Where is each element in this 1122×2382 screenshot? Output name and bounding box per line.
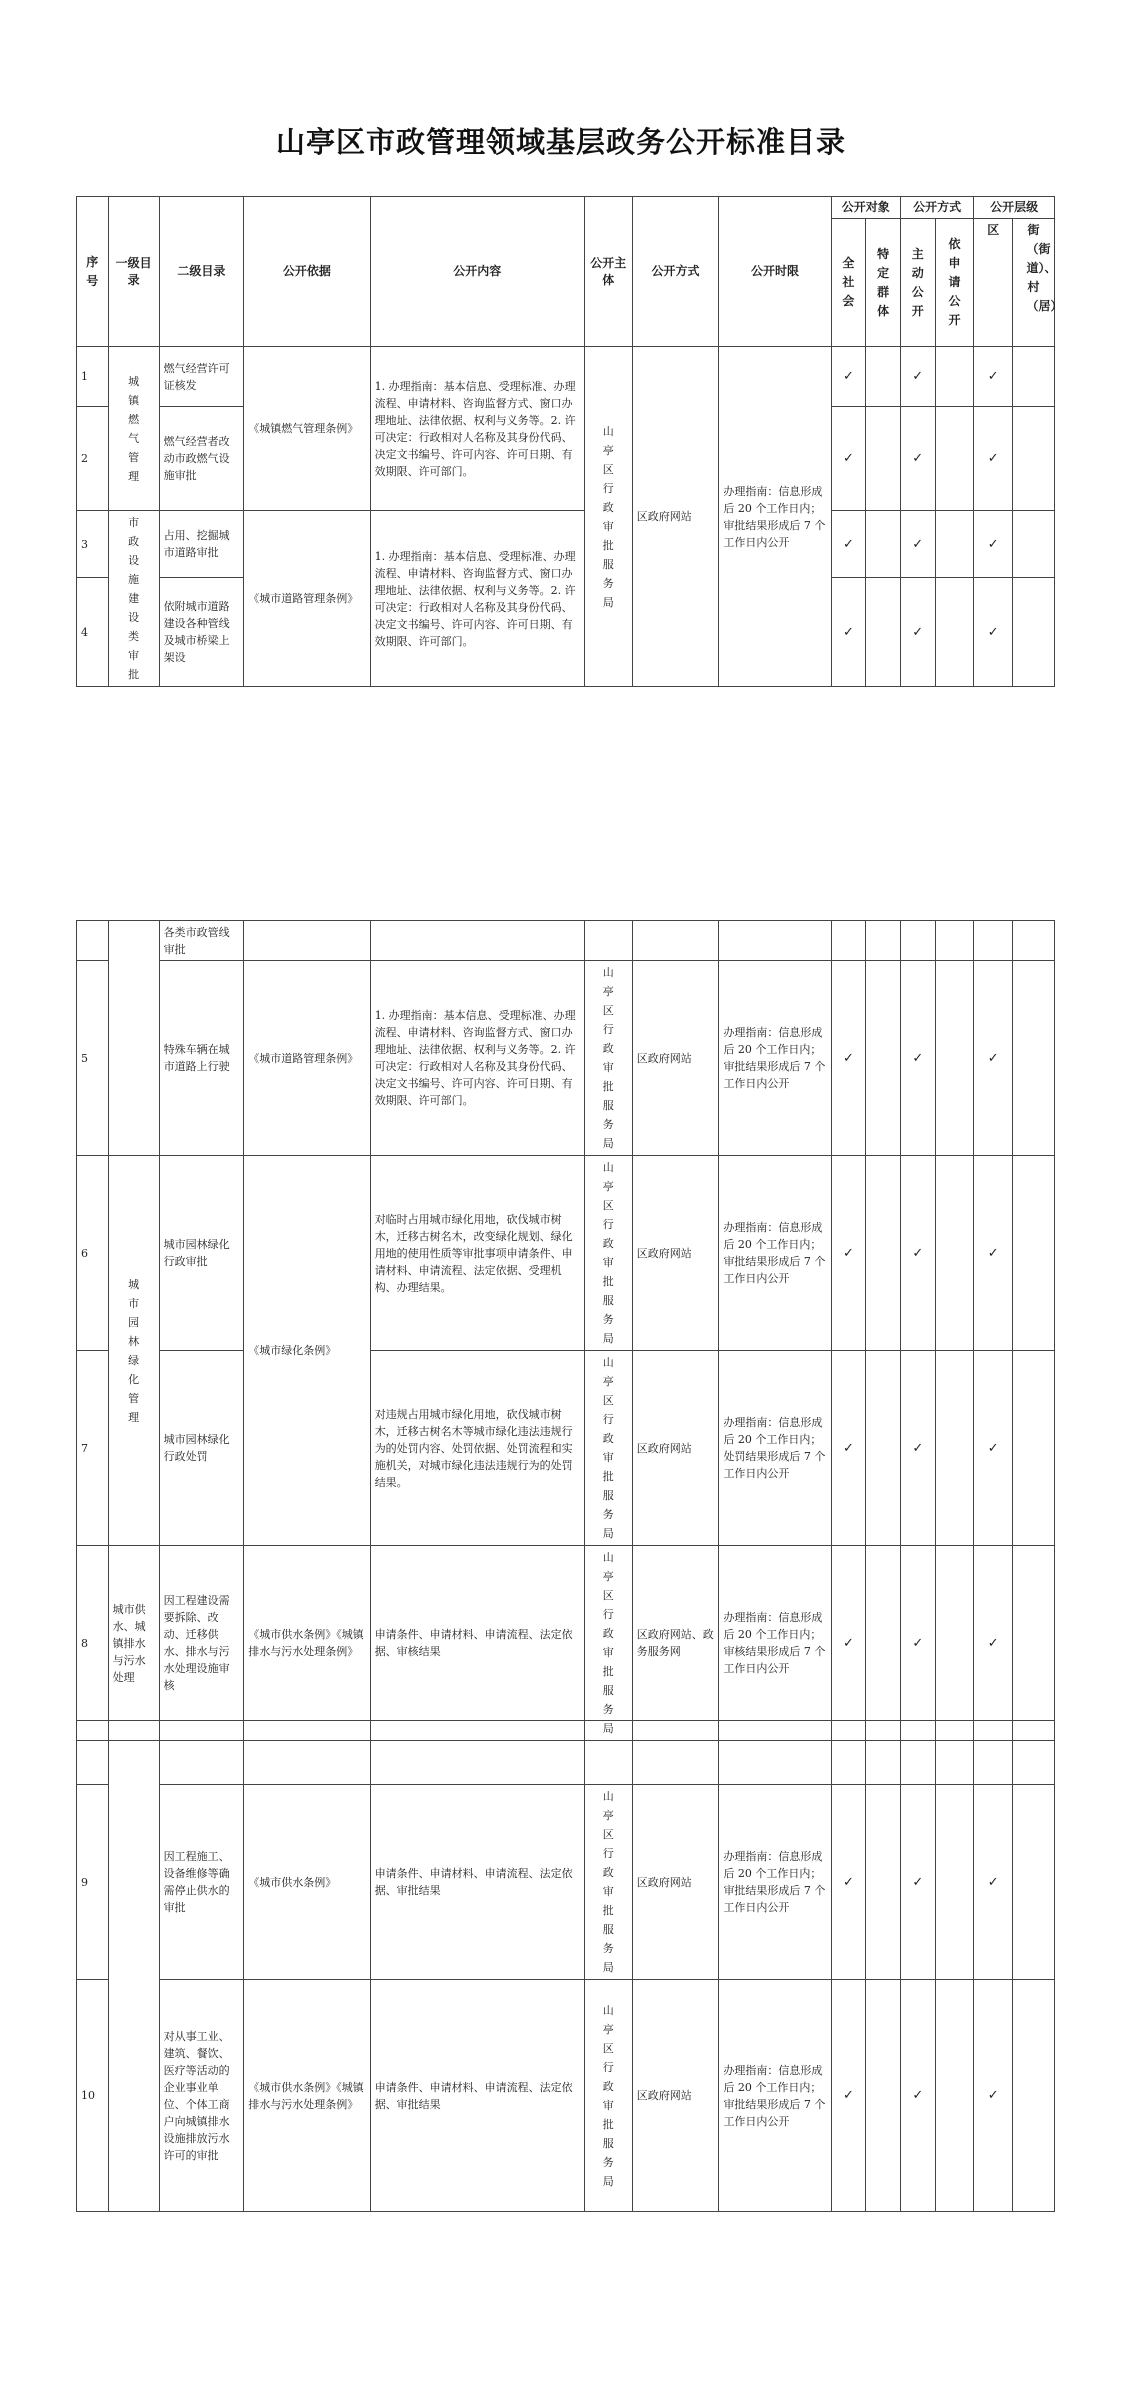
check-mark-icon: ✓	[831, 1156, 866, 1351]
check-mark-icon: ✓	[974, 1980, 1013, 2212]
table-row	[77, 511, 1055, 578]
level1-cell: 城市供水、城镇排水与污水处理	[108, 1546, 159, 1741]
header-subject: 公开主体	[584, 197, 632, 347]
row-seq: 6	[77, 1156, 109, 1351]
level2-cell: 对从事工业、建筑、餐饮、医疗等活动的企业事业单位、个体工商户向城镇排水设施排放污水许可的审批	[159, 1980, 244, 2212]
method-cell: 区政府网站	[632, 1785, 719, 1980]
level2-cell: 城市园林绿化行政审批	[159, 1156, 244, 1351]
table-row	[77, 1156, 1055, 1351]
subject-cell: 山亭区行政审批服务局	[584, 347, 632, 687]
limit-cell: 办理指南：信息形成后 20 个工作日内；审批结果形成后 7 个工作日内公开	[719, 1980, 831, 2212]
header-lvl-district: 区	[974, 219, 1013, 347]
table-row	[77, 1980, 1055, 2212]
level1-cell	[108, 1721, 159, 2212]
header-way-active: 主动公开	[900, 219, 935, 347]
header-level1: 一级目录	[108, 197, 159, 347]
catalog-table-page-2	[76, 920, 1055, 1741]
limit-cell: 办理指南：信息形成后 20 个工作日内；审批结果形成后 7 个工作日内公开	[719, 347, 831, 687]
page-title: 山亭区市政管理领域基层政务公开标准目录	[275, 125, 846, 159]
check-mark-icon: ✓	[831, 578, 866, 687]
header-way-group: 公开方式	[900, 197, 973, 219]
catalog-table-page-1	[76, 196, 1063, 687]
header-level2: 二级目录	[159, 197, 244, 347]
content-cell: 申请条件、申请材料、申请流程、法定依据、审批结果	[370, 1980, 584, 2212]
header-method: 公开方式	[632, 197, 719, 347]
content-cell: 1. 办理指南：基本信息、受理标准、办理流程、申请材料、咨询监督方式、窗口办理地址、法律依据、权利与义务等。2. 许可决定：行政相对人名称及其身份代码、决定文书编号、许可内容、许可日期、有效期限、许可部门。	[370, 511, 584, 687]
header-content: 公开内容	[370, 197, 584, 347]
subject-cell: 山亭区行政审批服务局	[584, 961, 632, 1156]
table-row	[77, 961, 1055, 1156]
check-mark-icon: ✓	[900, 1980, 935, 2212]
header-basis: 公开依据	[244, 197, 370, 347]
table-row	[77, 1546, 1055, 1741]
check-mark-icon: ✓	[974, 1351, 1013, 1546]
limit-cell: 办理指南：信息形成后 20 个工作日内；审批结果形成后 7 个工作日内公开	[719, 1156, 831, 1351]
level2-cell: 依附城市道路建设各种管线及城市桥梁上架设	[159, 578, 244, 687]
level2-cell: 特殊车辆在城市道路上行驶	[159, 961, 244, 1156]
method-cell: 区政府网站	[632, 1980, 719, 2212]
check-mark-icon: ✓	[974, 1156, 1013, 1351]
subject-cell: 山亭区行政审批服务局	[584, 1546, 632, 1741]
level1-cell	[108, 921, 159, 1156]
check-mark-icon: ✓	[900, 578, 935, 687]
check-mark-icon: ✓	[831, 1546, 866, 1741]
level2-cell: 占用、挖掘城市道路审批	[159, 511, 244, 578]
level2-cell: 城市园林绿化行政处罚	[159, 1351, 244, 1546]
basis-cell: 《城市绿化条例》	[244, 1156, 370, 1546]
header-seq: 序号	[77, 197, 109, 347]
check-mark-icon: ✓	[974, 1785, 1013, 1980]
limit-cell: 办理指南：信息形成后 20 个工作日内；审批结果形成后 7 个工作日内公开	[719, 1785, 831, 1980]
table-row	[77, 921, 1055, 961]
row-seq: 1	[77, 347, 109, 407]
method-cell: 区政府网站	[632, 1156, 719, 1351]
level1-cell: 城镇燃气管理	[108, 347, 159, 511]
row-seq: 9	[77, 1785, 109, 1980]
level1-cell: 城市园林绿化管理	[108, 1156, 159, 1546]
content-cell: 对临时占用城市绿化用地，砍伐城市树木，迁移古树名木，改变绿化规划、绿化用地的使用性质等审批事项申请条件、申请材料、申请流程、法定依据、受理机构、办理结果。	[370, 1156, 584, 1351]
check-mark-icon: ✓	[900, 1156, 935, 1351]
check-mark-icon: ✓	[831, 1351, 866, 1546]
table-row	[77, 1351, 1055, 1546]
row-seq: 8	[77, 1546, 109, 1741]
basis-cell: 《城镇燃气管理条例》	[244, 347, 370, 511]
limit-cell: 办理指南：信息形成后 20 个工作日内；审批结果形成后 7 个工作日内公开	[719, 961, 831, 1156]
catalog-table-page-3	[76, 1720, 1055, 2212]
header-limit: 公开时限	[719, 197, 831, 347]
method-cell: 区政府网站、政务服务网	[632, 1546, 719, 1741]
level2-cell: 各类市政管线审批	[159, 921, 244, 961]
limit-cell: 办理指南：信息形成后 20 个工作日内；处罚结果形成后 7 个工作日内公开	[719, 1351, 831, 1546]
header-level-group: 公开层级	[974, 197, 1055, 219]
limit-cell	[719, 1721, 831, 1785]
row-seq: 4	[77, 578, 109, 687]
subject-cell: 山亭区行政审批服务局	[584, 1351, 632, 1546]
method-cell: 区政府网站	[632, 347, 719, 687]
check-mark-icon: ✓	[900, 1351, 935, 1546]
check-mark-icon: ✓	[974, 961, 1013, 1156]
basis-cell: 《城市道路管理条例》	[244, 511, 370, 687]
content-cell: 对违规占用城市绿化用地，砍伐城市树木，迁移古树名木等城市绿化违法违规行为的处罚内容、处罚依据、处罚流程和实施机关，对城市绿化违法违规行为的处罚结果。	[370, 1351, 584, 1546]
level1-cell: 市政设施建设类审批	[108, 511, 159, 687]
header-way-apply: 依申请公开	[935, 219, 974, 347]
check-mark-icon: ✓	[900, 961, 935, 1156]
subject-cell	[584, 1721, 632, 1785]
level2-cell	[159, 1721, 244, 1785]
check-mark-icon: ✓	[974, 578, 1013, 687]
level2-cell: 因工程施工、设备维修等确需停止供水的审批	[159, 1785, 244, 1980]
check-mark-icon: ✓	[900, 407, 935, 511]
content-cell: 1. 办理指南：基本信息、受理标准、办理流程、申请材料、咨询监督方式、窗口办理地址、法律依据、权利与义务等。2. 许可决定：行政相对人名称及其身份代码、决定文书编号、许可内容、许可日期、有效期限、许可部门。	[370, 347, 584, 511]
level2-cell: 因工程建设需要拆除、改动、迁移供水、排水与污水处理设施审核	[159, 1546, 244, 1741]
header-lvl-street: 街（街道）、村（居）	[1013, 219, 1055, 347]
check-mark-icon: ✓	[974, 347, 1013, 407]
method-cell: 区政府网站	[632, 1351, 719, 1546]
table-row	[77, 1785, 1055, 1980]
row-seq: 2	[77, 407, 109, 511]
check-mark-icon: ✓	[974, 511, 1013, 578]
check-mark-icon: ✓	[831, 511, 866, 578]
check-mark-icon: ✓	[831, 347, 866, 407]
header-obj-all: 全社会	[831, 219, 866, 347]
check-mark-icon: ✓	[974, 1546, 1013, 1741]
level2-cell: 燃气经营许可证核发	[159, 347, 244, 407]
row-seq: 7	[77, 1351, 109, 1546]
check-mark-icon: ✓	[831, 1980, 866, 2212]
table-row	[77, 347, 1055, 407]
basis-cell: 《城市道路管理条例》	[244, 961, 370, 1156]
check-mark-icon: ✓	[831, 1785, 866, 1980]
check-mark-icon: ✓	[900, 511, 935, 578]
check-mark-icon: ✓	[831, 961, 866, 1156]
content-cell: 申请条件、申请材料、申请流程、法定依据、审核结果	[370, 1546, 584, 1741]
row-seq: 3	[77, 511, 109, 578]
basis-cell: 《城市供水条例》	[244, 1785, 370, 1980]
check-mark-icon: ✓	[831, 407, 866, 511]
subject-cell: 山亭区行政审批服务局	[584, 1156, 632, 1351]
method-cell: 区政府网站	[632, 961, 719, 1156]
subject-cell: 山亭区行政审批服务局	[584, 1785, 632, 1980]
limit-cell: 办理指南：信息形成后 20 个工作日内；审核结果形成后 7 个工作日内公开	[719, 1546, 831, 1741]
row-seq: 5	[77, 961, 109, 1156]
content-cell: 申请条件、申请材料、申请流程、法定依据、审批结果	[370, 1785, 584, 1980]
content-cell: 1. 办理指南：基本信息、受理标准、办理流程、申请材料、咨询监督方式、窗口办理地址、法律依据、权利与义务等。2. 许可决定：行政相对人名称及其身份代码、决定文书编号、许可内容、许可日期、有效期限、许可部门。	[370, 961, 584, 1156]
header-obj-specific: 特定群体	[866, 219, 901, 347]
subject-cell: 山亭区行政审批服务局	[584, 1980, 632, 2212]
row-seq: 10	[77, 1980, 109, 2212]
check-mark-icon: ✓	[974, 407, 1013, 511]
basis-cell: 《城市供水条例》《城镇排水与污水处理条例》	[244, 1546, 370, 1741]
table-row	[77, 1721, 1055, 1785]
check-mark-icon: ✓	[900, 1546, 935, 1741]
header-object-group: 公开对象	[831, 197, 900, 219]
check-mark-icon: ✓	[900, 347, 935, 407]
level2-cell: 燃气经营者改动市政燃气设施审批	[159, 407, 244, 511]
basis-cell: 《城市供水条例》《城镇排水与污水处理条例》	[244, 1980, 370, 2212]
check-mark-icon: ✓	[900, 1785, 935, 1980]
